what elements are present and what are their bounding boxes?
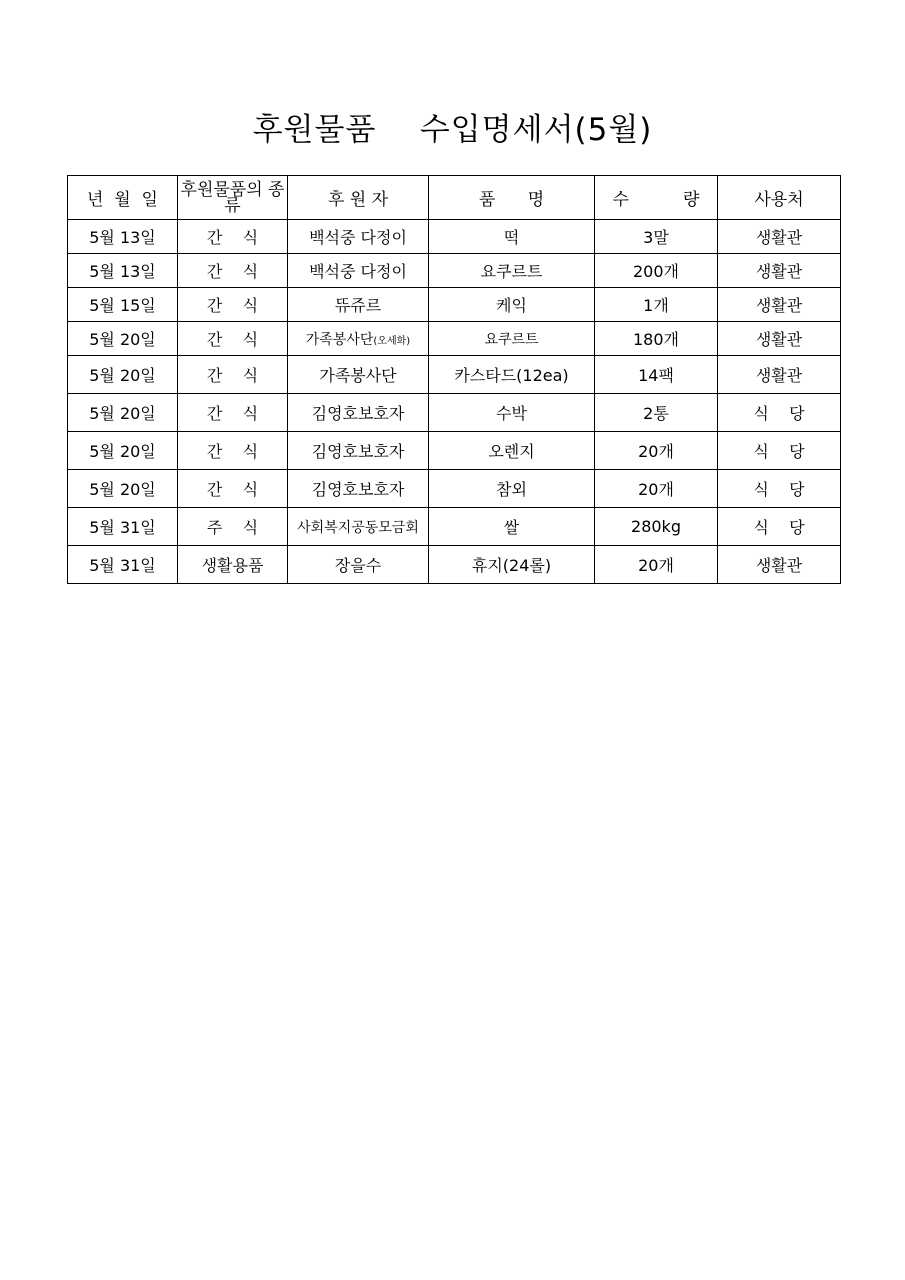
category-cell: 주 식 [178,508,288,546]
quantity-cell: 2통 [595,394,718,432]
category-cell: 간 식 [178,322,288,356]
sponsor-cell [288,322,429,356]
quantity-cell: 3말 [595,220,718,254]
header-row [68,176,841,220]
header-date: 년 월 일 [68,176,178,220]
date-cell: 5월 13일 [68,220,178,254]
sponsor-cell: 백석중 다정이 [288,220,429,254]
date-cell: 5월 20일 [68,394,178,432]
header-sponsor: 후 원 자 [288,176,429,220]
quantity-cell: 280kg [595,508,718,546]
sponsor-cell: 김영호보호자 [288,432,429,470]
item-cell: 쌀 [429,508,595,546]
date-cell: 5월 31일 [68,508,178,546]
date-cell: 5월 20일 [68,470,178,508]
table-row [68,508,841,546]
table-row [68,470,841,508]
usage-cell: 식 당 [718,508,841,546]
date-cell: 5월 31일 [68,546,178,584]
date-cell: 5월 13일 [68,254,178,288]
donation-table [67,175,841,584]
sponsor-name: 가족봉사단 [305,331,374,348]
sponsor-note: (오세화) [373,335,411,347]
category-cell: 간 식 [178,394,288,432]
usage-cell: 생활관 [718,220,841,254]
date-cell: 5월 20일 [68,322,178,356]
date-cell: 5월 15일 [68,288,178,322]
table-row [68,356,841,394]
item-cell: 오렌지 [429,432,595,470]
item-cell: 참외 [429,470,595,508]
item-cell: 휴지(24롤) [429,546,595,584]
table-row [68,546,841,584]
page-title: 후원물품 수입명세서(5월) [252,112,653,148]
usage-cell: 생활관 [718,254,841,288]
sponsor-cell: 백석중 다정이 [288,254,429,288]
usage-cell: 생활관 [718,322,841,356]
usage-cell: 식 당 [718,432,841,470]
sponsor-cell [288,508,429,546]
category-cell: 생활용품 [178,546,288,584]
usage-cell: 생활관 [718,356,841,394]
item-cell [429,322,595,356]
date-cell: 5월 20일 [68,356,178,394]
table-row [68,254,841,288]
header-usage: 사용처 [718,176,841,220]
table-row [68,220,841,254]
usage-cell: 식 당 [718,394,841,432]
sponsor-name: 사회복지공동모금회 [297,519,419,536]
usage-cell: 생활관 [718,288,841,322]
sponsor-cell: 뜌쥬르 [288,288,429,322]
quantity-cell: 180개 [595,322,718,356]
header-item: 품 명 [429,176,595,220]
table-row [68,288,841,322]
item-name: 요쿠르트 [484,331,539,348]
header-category: 후원물품의 종류 [178,176,288,220]
quantity-cell: 1개 [595,288,718,322]
quantity-cell: 14팩 [595,356,718,394]
item-cell: 케익 [429,288,595,322]
table-row [68,322,841,356]
quantity-cell: 20개 [595,470,718,508]
category-cell: 간 식 [178,254,288,288]
quantity-cell: 20개 [595,432,718,470]
category-cell: 간 식 [178,288,288,322]
item-cell: 요쿠르트 [429,254,595,288]
sponsor-cell: 김영호보호자 [288,394,429,432]
quantity-cell: 20개 [595,546,718,584]
item-cell: 수박 [429,394,595,432]
category-cell: 간 식 [178,470,288,508]
category-cell: 간 식 [178,356,288,394]
category-cell: 간 식 [178,220,288,254]
table-row [68,432,841,470]
table-row [68,394,841,432]
date-cell: 5월 20일 [68,432,178,470]
item-cell: 떡 [429,220,595,254]
quantity-cell: 200개 [595,254,718,288]
sponsor-cell: 김영호보호자 [288,470,429,508]
usage-cell: 생활관 [718,546,841,584]
item-cell: 카스타드(12ea) [429,356,595,394]
usage-cell: 식 당 [718,470,841,508]
sponsor-cell: 가족봉사단 [288,356,429,394]
category-cell: 간 식 [178,432,288,470]
sponsor-cell: 장을수 [288,546,429,584]
header-quantity: 수 량 [595,176,718,220]
